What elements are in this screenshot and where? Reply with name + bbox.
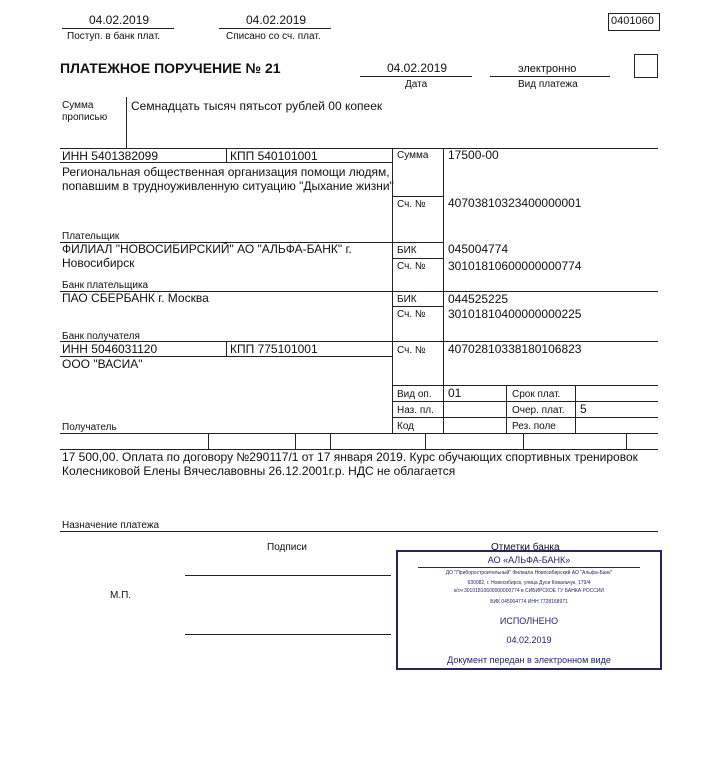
received-label: Поступ. в банк плат.: [67, 31, 161, 42]
divider: [60, 433, 658, 434]
payee-kpp: КПП 775101001: [230, 342, 318, 356]
payer-bank-account-label: Сч. №: [397, 261, 426, 272]
page-title: ПЛАТЕЖНОЕ ПОРУЧЕНИЕ № 21: [60, 60, 281, 76]
payer-bank-name-line2: Новосибирск: [62, 256, 135, 270]
divider: [425, 433, 426, 449]
payee-name: ООО "ВАСИА": [62, 357, 143, 371]
divider: [360, 76, 472, 77]
payer-label: Плательщик: [62, 231, 120, 242]
bank-marks-label: Отметки банка: [491, 542, 560, 553]
payer-account-label: Сч. №: [397, 199, 426, 210]
divider: [626, 433, 627, 449]
divider: [62, 28, 174, 29]
form-code: 0401060: [611, 15, 654, 27]
payer-bank-bik: 045004774: [448, 242, 509, 256]
received-date: 04.02.2019: [89, 13, 150, 27]
purpose-line1: 17 500,00. Оплата по договору №290117/1 от 17 января 2019. Курс обучающих спортивных тренировок: [62, 450, 638, 464]
divider: [392, 401, 658, 402]
payment-type-label: Вид платежа: [518, 79, 578, 90]
purpose-label: Назначение платежа: [62, 520, 160, 531]
debited-date: 04.02.2019: [246, 13, 307, 27]
priority-label: Очер. плат.: [512, 405, 565, 416]
bank-stamp: [396, 550, 662, 670]
payer-name-line1: Региональная общественная организация помощи людям,: [62, 165, 390, 179]
divider: [392, 306, 443, 307]
stamp-date: 04.02.2019: [506, 635, 552, 645]
document-date: 04.02.2019: [387, 61, 448, 75]
op-type: 01: [448, 386, 462, 400]
stamp-corr-account: к/сч 30101810600000000774 в СИБИРСКОЕ ГУ БАНКА РОССИИ: [453, 588, 605, 594]
divider: [330, 433, 331, 449]
divider: [208, 433, 209, 449]
amount-words-label-2: прописью: [62, 112, 108, 123]
divider: [219, 28, 331, 29]
due-label: Срок плат.: [512, 389, 561, 400]
signature-line: [185, 634, 391, 635]
amount-words-value: Семнадцать тысяч пятьсот рублей 00 копеек: [131, 99, 383, 113]
payer-bank-name-line1: ФИЛИАЛ "НОВОСИБИРСКИЙ" АО "АЛЬФА-БАНК" г.: [62, 242, 352, 256]
divider: [295, 433, 296, 449]
payer-account: 40703810323400000001: [448, 196, 582, 210]
code-label: Код: [397, 421, 415, 432]
divider: [60, 162, 392, 163]
reserve-label: Рез. поле: [512, 421, 556, 432]
payer-bank-account: 30101810600000000774: [448, 259, 582, 273]
stamp-branch: ДО "Приборостроительный" Филиала Новосибирский АО "Альфа-Банк": [445, 570, 613, 576]
stamp-divider: [418, 567, 640, 568]
stamp-address: 630082, г. Новосибирск, улица Дуси Ковальчук, 179/4: [467, 580, 591, 586]
amount-words-label-1: Сумма: [62, 100, 94, 111]
payee-bank-account-label: Сч. №: [397, 309, 426, 320]
status-box: [634, 54, 658, 78]
stamp-bank-name: АО «АЛЬФА-БАНК»: [487, 555, 571, 565]
signatures-label: Подписи: [267, 542, 307, 553]
debited-label: Списано со сч. плат.: [226, 31, 321, 42]
payee-bank-bik-label: БИК: [397, 294, 417, 305]
payer-inn: ИНН 5401382099: [62, 149, 159, 163]
payee-account: 40702810338180106823: [448, 342, 582, 356]
divider: [523, 433, 524, 449]
payee-bank-name: ПАО СБЕРБАНК г. Москва: [62, 291, 209, 305]
purpose-code-label: Наз. пл.: [397, 405, 434, 416]
payee-account-label: Сч. №: [397, 345, 426, 356]
divider: [392, 385, 658, 386]
stamp-bik-inn: БИК 045004774 ИНН 7728168971: [490, 599, 568, 605]
divider: [126, 97, 127, 148]
payer-kpp: КПП 540101001: [230, 149, 318, 163]
payer-name-line2: попавшим в трудноуживленную ситуацию "Дыхание жизни": [62, 179, 394, 193]
payment-type: электронно: [518, 63, 577, 75]
divider: [392, 196, 443, 197]
payee-inn: ИНН 5046031120: [62, 342, 158, 356]
payee-bank-label: Банк получателя: [62, 331, 140, 342]
purpose-line2: Колесниковой Елены Вячеславовны 26.12.2001г.р. НДС не облагается: [62, 464, 456, 478]
sum-value: 17500-00: [448, 148, 499, 162]
divider: [490, 76, 610, 77]
divider: [392, 258, 443, 259]
divider: [226, 148, 227, 162]
divider: [392, 417, 658, 418]
stamp-status: ИСПОЛНЕНО: [499, 616, 559, 626]
payer-bank-bik-label: БИК: [397, 245, 417, 256]
payee-bank-account: 30101810400000000225: [448, 307, 582, 321]
divider: [575, 385, 576, 433]
seal-label: М.П.: [110, 590, 132, 601]
document-date-label: Дата: [405, 79, 428, 90]
priority-value: 5: [580, 402, 587, 416]
payer-bank-label: Банк плательщика: [62, 280, 149, 291]
payee-bank-bik: 044525225: [448, 292, 509, 306]
sum-label: Сумма: [397, 150, 429, 161]
stamp-note: Документ передан в электронном виде: [447, 655, 611, 665]
payee-label: Получатель: [62, 422, 117, 433]
divider: [506, 385, 507, 433]
signature-line: [185, 575, 391, 576]
divider: [226, 341, 227, 356]
divider: [60, 531, 658, 532]
op-type-label: Вид оп.: [397, 389, 432, 400]
